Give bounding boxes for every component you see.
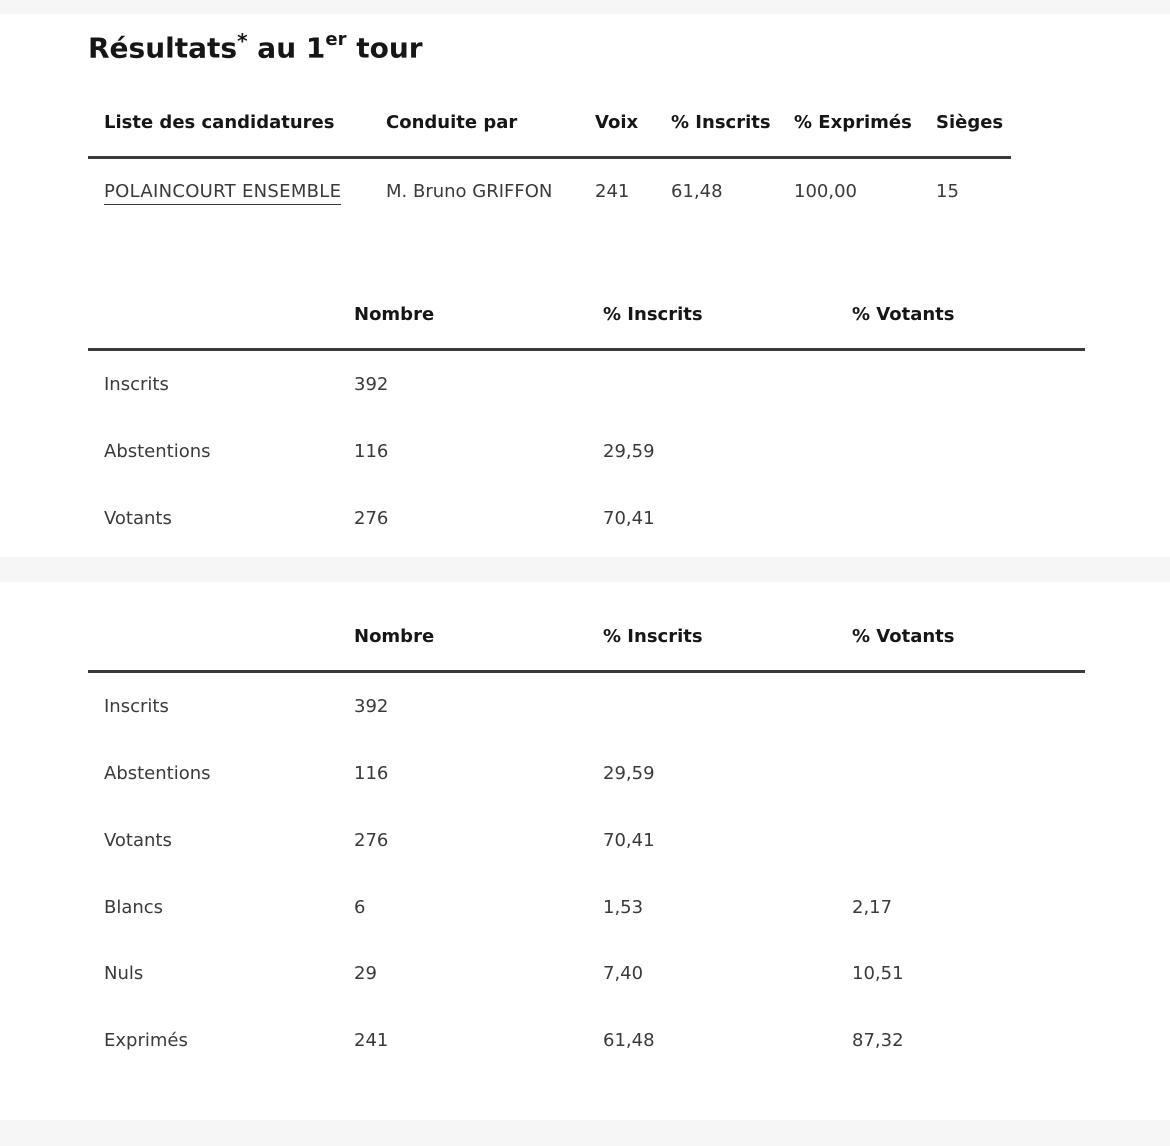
header-liste: Liste des candidatures — [104, 112, 335, 133]
row-label: Blancs — [104, 897, 164, 918]
header-divider — [88, 348, 1085, 351]
cell-inscrits: 70,41 — [603, 508, 655, 529]
row-label: Inscrits — [104, 374, 169, 395]
cell-inscrits: 7,40 — [603, 963, 644, 984]
header-exprimes: % Exprimés — [794, 112, 912, 133]
candidate-list-cell — [104, 181, 341, 202]
cell-exprimes: 100,00 — [794, 181, 857, 202]
header-divider — [88, 156, 1011, 159]
row-label: Nuls — [104, 963, 144, 984]
row-label: Votants — [104, 508, 172, 529]
header-votants: % Votants — [852, 626, 955, 647]
cell-inscrits: 29,59 — [603, 763, 655, 784]
page-title — [88, 28, 423, 64]
cell-sieges: 15 — [936, 181, 959, 202]
cell-nombre: 29 — [354, 963, 377, 984]
title-asterisk: * — [237, 29, 248, 53]
cell-conduite: M. Bruno GRIFFON — [386, 181, 553, 202]
cell-inscrits: 29,59 — [603, 441, 655, 462]
cell-nombre: 116 — [354, 441, 389, 462]
cell-nombre: 276 — [354, 830, 389, 851]
title-after: au 1 — [247, 31, 326, 65]
header-inscrits: % Inscrits — [603, 304, 703, 325]
candidate-list-link[interactable]: POLAINCOURT ENSEMBLE — [104, 181, 341, 205]
title-superscript: er — [325, 29, 347, 50]
results-section — [0, 14, 1170, 557]
row-label: Abstentions — [104, 763, 211, 784]
cell-inscrits: 70,41 — [603, 830, 655, 851]
cell-nombre: 392 — [354, 374, 389, 395]
cell-votants: 2,17 — [852, 897, 893, 918]
cell-votants: 87,32 — [852, 1030, 904, 1051]
cell-nombre: 392 — [354, 696, 389, 717]
row-label: Votants — [104, 830, 172, 851]
title-end: tour — [346, 31, 423, 65]
header-voix: Voix — [595, 112, 639, 133]
header-nombre: Nombre — [354, 304, 435, 325]
row-label: Inscrits — [104, 696, 169, 717]
row-label: Abstentions — [104, 441, 211, 462]
header-votants: % Votants — [852, 304, 955, 325]
title-main: Résultats — [88, 31, 238, 65]
cell-nombre: 241 — [354, 1030, 389, 1051]
header-conduite: Conduite par — [386, 112, 518, 133]
cell-nombre: 6 — [354, 897, 366, 918]
header-nombre: Nombre — [354, 626, 435, 647]
header-sieges: Sièges — [936, 112, 1004, 133]
header-inscrits: % Inscrits — [671, 112, 771, 133]
cell-nombre: 116 — [354, 763, 389, 784]
cell-nombre: 276 — [354, 508, 389, 529]
cell-inscrits: 1,53 — [603, 897, 644, 918]
header-inscrits: % Inscrits — [603, 626, 703, 647]
cell-inscrits: 61,48 — [671, 181, 723, 202]
cell-votants: 10,51 — [852, 963, 904, 984]
cell-inscrits: 61,48 — [603, 1030, 655, 1051]
cell-voix: 241 — [595, 181, 630, 202]
row-label: Exprimés — [104, 1030, 188, 1051]
header-divider — [88, 670, 1085, 673]
